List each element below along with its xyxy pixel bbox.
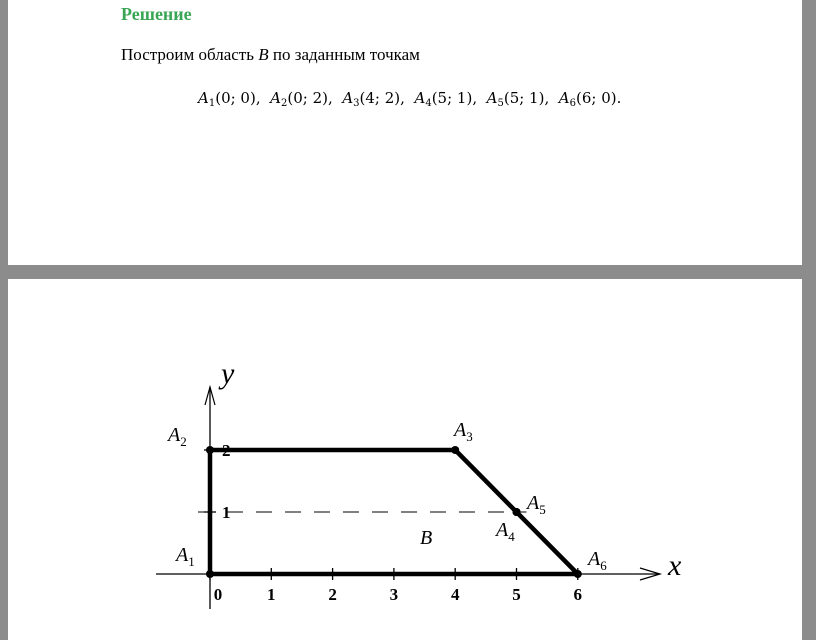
- region-label: B: [420, 527, 433, 549]
- x-tick-label: 2: [328, 585, 337, 604]
- point-item: $A_2(0$; 2),: [270, 89, 343, 109]
- x-tick-label: 3: [389, 585, 399, 604]
- x-tick-label: 6: [573, 585, 583, 604]
- vertex-label: $A_4$: [496, 519, 515, 544]
- intro-text-start: Построим область: [121, 45, 259, 64]
- x-tick-label: 0: [213, 585, 223, 604]
- y-tick-label: 2: [222, 441, 231, 460]
- point-item: $A_4(5$; 1),: [414, 89, 487, 109]
- vertex-label: $A_1$: [176, 544, 195, 569]
- points-list: [198, 89, 621, 109]
- point-item: $A_1(0$; 0),: [198, 89, 271, 109]
- x-tick-label: 1: [267, 585, 276, 604]
- vertex-label: $A_5$: [527, 492, 546, 517]
- point-item: $A_3(4$; 2),: [342, 89, 415, 109]
- vertex-point: [513, 508, 521, 516]
- intro-sentence: [121, 45, 420, 65]
- vertex-point: [451, 446, 459, 454]
- vertex-label: $A_2$: [168, 424, 187, 449]
- y-tick-label: 1: [222, 503, 231, 522]
- x-tick-label: 5: [512, 585, 521, 604]
- x-axis-label: x: [668, 549, 682, 582]
- x-tick-label: 4: [450, 585, 460, 604]
- region-figure: [8, 279, 802, 640]
- vertex-label: $A_3$: [454, 419, 473, 444]
- y-axis-label: y: [221, 357, 235, 390]
- intro-region-variable: B: [258, 45, 269, 64]
- intro-text-end: по заданным точкам: [268, 45, 420, 64]
- point-item: $A_6(6$; 0).: [558, 89, 622, 109]
- figure-labels: [166, 357, 682, 604]
- solution-heading: Решение: [121, 4, 192, 24]
- point-item: $A_5(5$; 1),: [486, 89, 559, 109]
- page-figure: [8, 279, 802, 640]
- vertex-label: $A_6$: [588, 548, 607, 573]
- page-solution-text: [8, 0, 802, 265]
